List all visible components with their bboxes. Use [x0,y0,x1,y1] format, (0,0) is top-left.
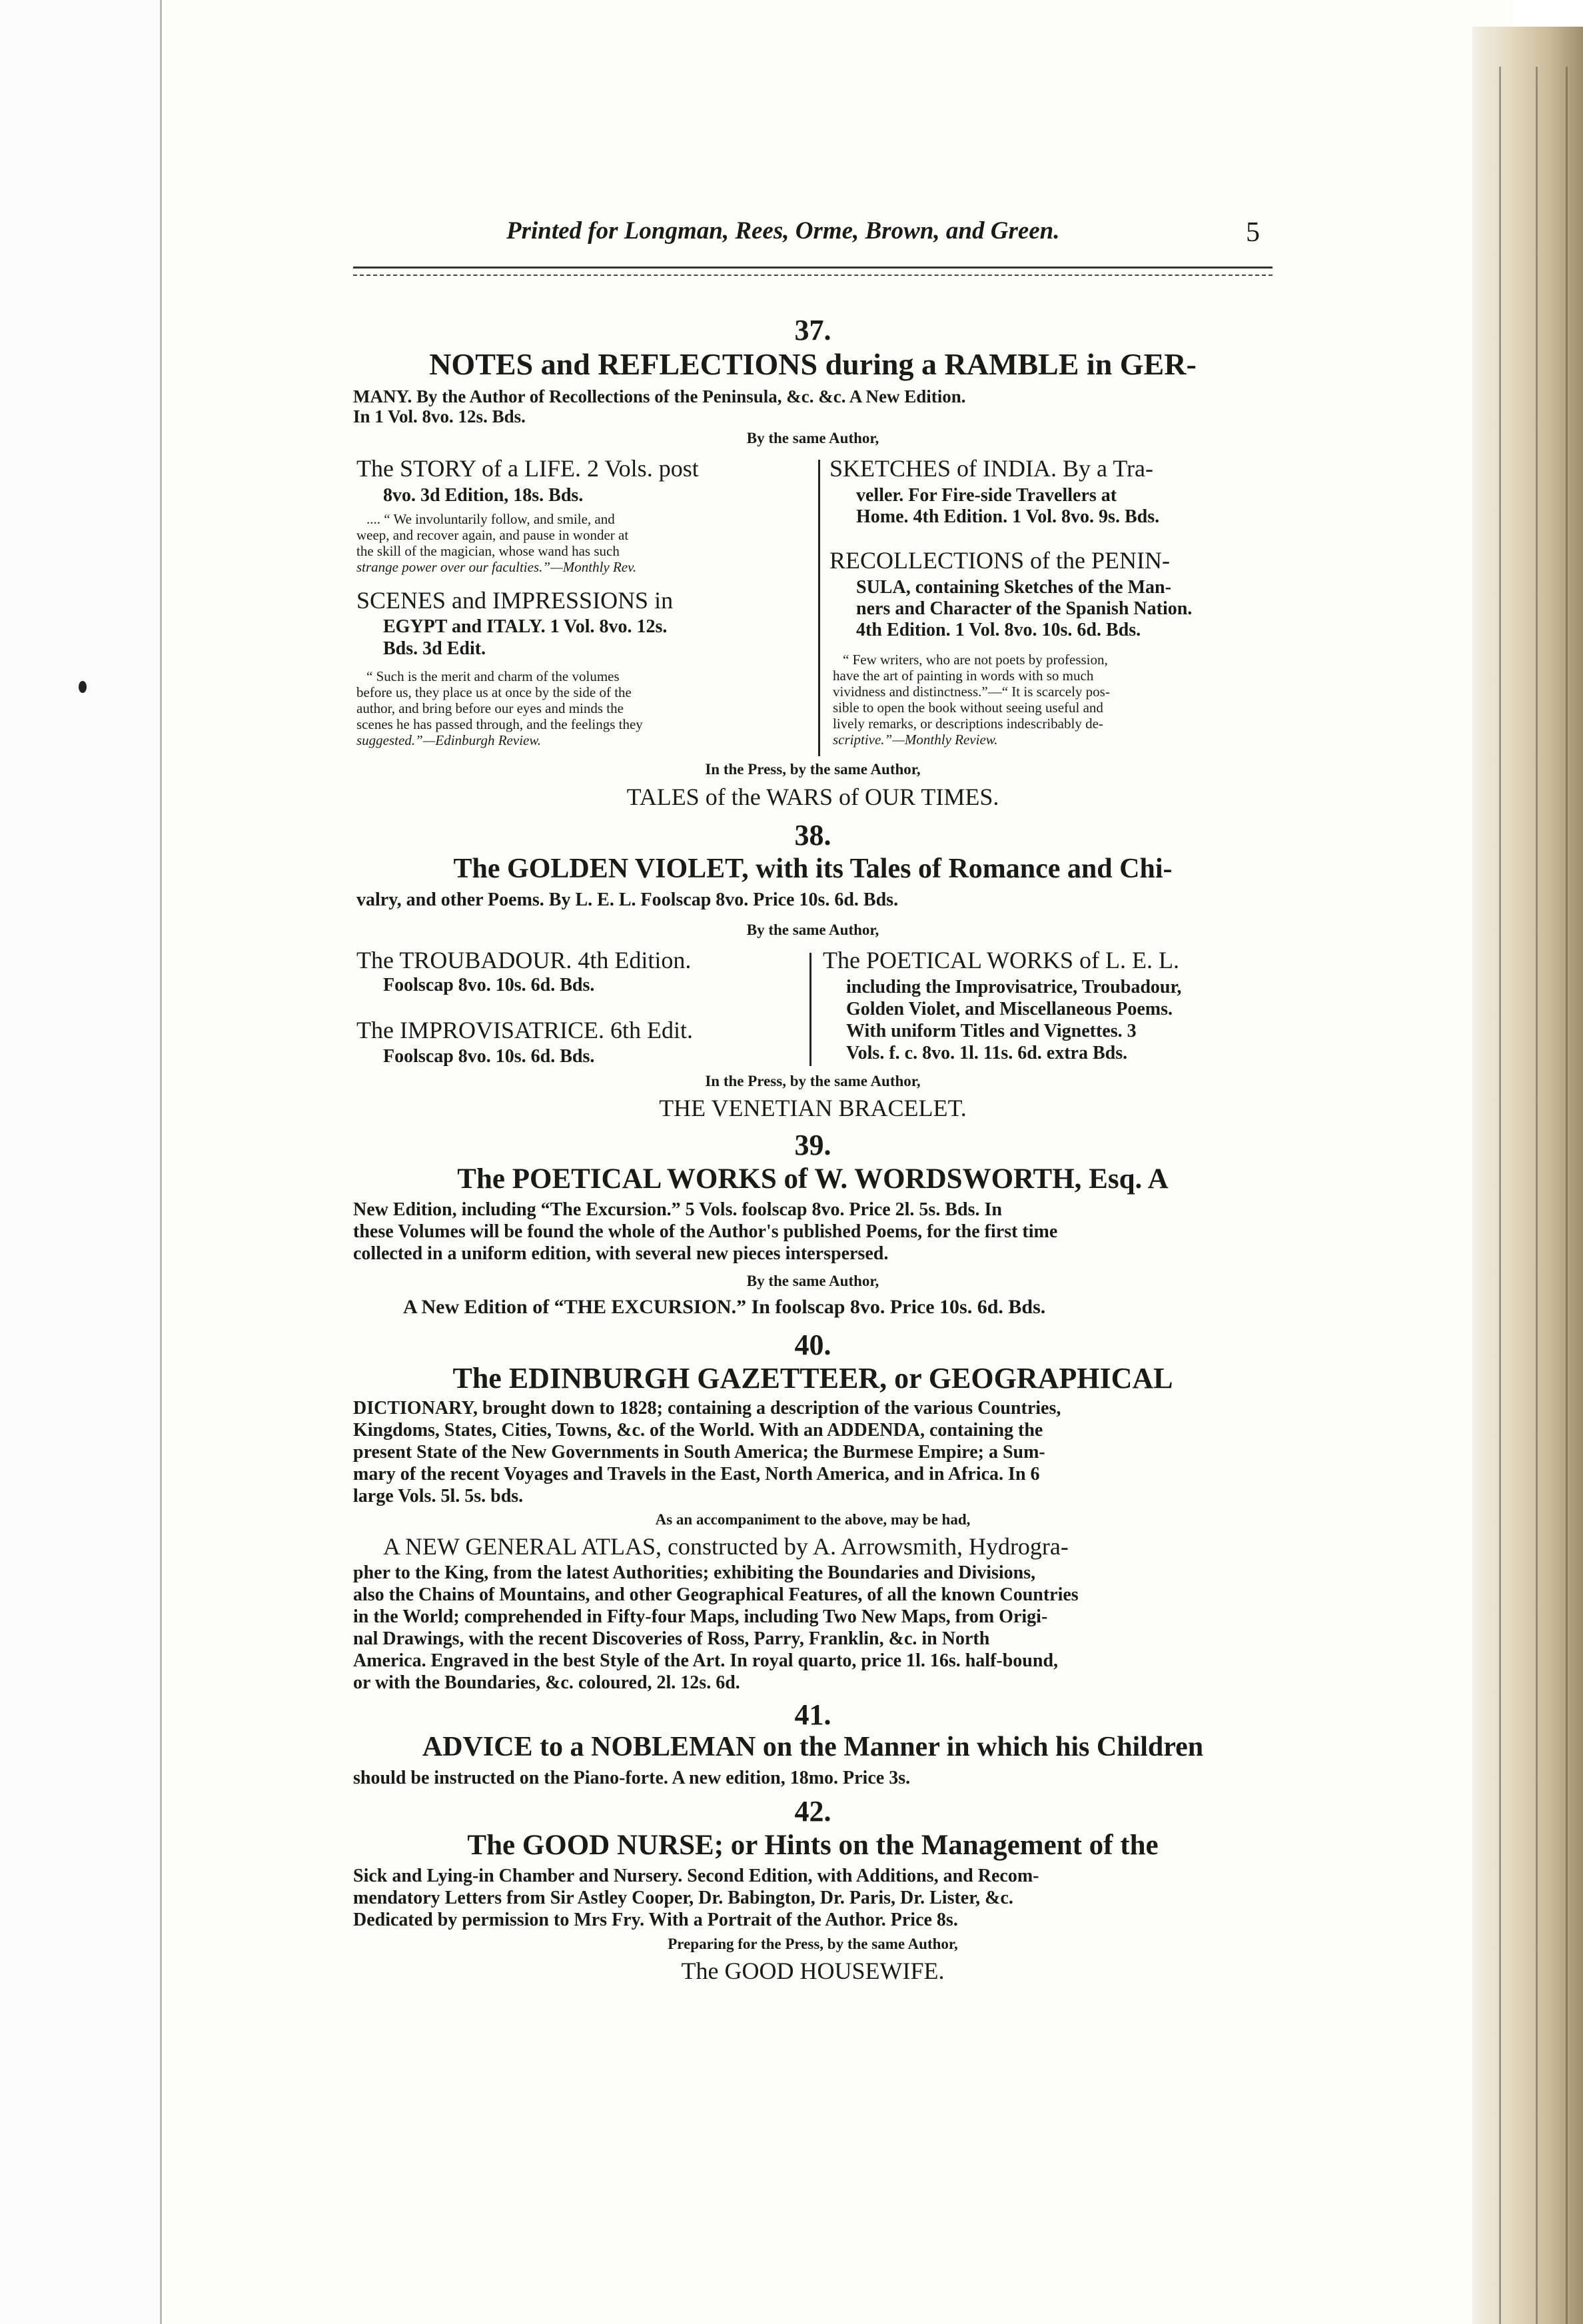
review-quote: .... “ We involuntarily follow, and smile, and [366,511,615,527]
entry-number: 41. [794,1698,831,1731]
entry-desc: pher to the King, from the latest Authorities; exhibiting the Boundaries and Divisions, [353,1562,1036,1583]
work-detail: SULA, containing Sketches of the Man- [856,577,1171,598]
same-author-note: By the same Author, [746,1273,879,1289]
work-title: SKETCHES of INDIA. By a Tra- [829,455,1153,482]
entry-desc: mary of the recent Voyages and Travels in the East, North America, and in Africa. In 6 [353,1464,1040,1484]
same-author-note: By the same Author, [746,430,879,446]
forthcoming-title: The GOOD HOUSEWIFE. [681,1958,945,1984]
entry-desc: also the Chains of Mountains, and other Geographical Features, of all the known Countries [353,1584,1079,1605]
review-quote: the skill of the magician, whose wand has such [356,543,620,559]
edge-line [1536,67,1538,2324]
work-title: The TROUBADOUR. 4th Edition. [356,947,692,973]
entry-desc: or with the Boundaries, &c. coloured, 2l. 12s. 6d. [353,1672,740,1693]
review-quote: author, and bring before our eyes and minds the [356,700,624,716]
work-title: The POETICAL WORKS of L. E. L. [823,947,1179,973]
entry-desc: in the World; comprehended in Fifty-four Maps, including Two New Maps, from Origi- [353,1606,1048,1627]
entry-desc: nal Drawings, with the recent Discoveries of Ross, Parry, Franklin, &c. in North [353,1628,990,1649]
entry-desc: DICTIONARY, brought down to 1828; containing a description of the various Countries, [353,1398,1061,1419]
entry-number: 39. [794,1129,831,1161]
forthcoming-title: TALES of the WARS of OUR TIMES. [626,784,999,810]
review-quote: suggested.”—Edinburgh Review. [356,732,542,748]
work-detail: Vols. f. c. 8vo. 1l. 11s. 6d. extra Bds. [846,1043,1128,1063]
entry-title: The POETICAL WORKS of W. WORDSWORTH, Esq. A [457,1163,1169,1195]
entry-title: The GOOD NURSE; or Hints on the Management of the [467,1830,1159,1861]
ink-mark [79,681,87,693]
review-quote: “ Such is the merit and charm of the volumes [366,668,620,684]
work-detail: ners and Character of the Spanish Nation. [856,598,1193,619]
review-quote: have the art of painting in words with so much [833,668,1094,684]
entry-desc: large Vols. 5l. 5s. bds. [353,1486,524,1506]
entry-title: NOTES and REFLECTIONS during a RAMBLE in GER- [429,347,1197,381]
review-quote: scriptive.”—Monthly Review. [833,732,998,748]
entry-desc: In 1 Vol. 8vo. 12s. Bds. [353,406,526,426]
entry-number: 37. [794,314,831,346]
page-edge [1472,27,1583,2324]
work-detail: Bds. 3d Edit. [383,638,486,659]
header-rule-dashed [353,275,1273,276]
entry-desc: MANY. By the Author of Recollections of the Peninsula, &c. &c. A New Edition. [353,386,966,406]
edge-line [1499,67,1501,2324]
entry-desc: Sick and Lying-in Chamber and Nursery. Second Edition, with Additions, and Recom- [353,1866,1039,1886]
edge-line [1566,67,1568,2324]
work-detail: including the Improvisatrice, Troubadour, [846,977,1182,997]
entry-number: 40. [794,1329,831,1361]
work-title: The STORY of a LIFE. 2 Vols. post [356,455,699,482]
work-detail: veller. For Fire-side Travellers at [856,485,1117,506]
work-title: RECOLLECTIONS of the PENIN- [829,547,1170,574]
accompaniment-note: As an accompaniment to the above, may be had, [655,1511,971,1528]
page-number: 5 [1246,217,1260,248]
same-author-note: By the same Author, [746,921,879,938]
work-detail: Foolscap 8vo. 10s. 6d. Bds. [383,975,595,995]
entry-desc: should be instructed on the Piano-forte. A new edition, 18mo. Price 3s. [353,1768,911,1788]
in-press-note: In the Press, by the same Author, [705,1073,921,1089]
facing-page [0,0,162,2324]
entry-number: 38. [794,819,831,852]
column-divider [809,953,811,1066]
review-quote: strange power over our faculties.”—Monthly Rev. [356,559,637,575]
entry-desc: A New Edition of “THE EXCURSION.” In foolscap 8vo. Price 10s. 6d. Bds. [403,1296,1046,1318]
forthcoming-title: THE VENETIAN BRACELET. [659,1095,967,1121]
work-title: The IMPROVISATRICE. 6th Edit. [356,1017,694,1043]
running-head: Printed for Longman, Rees, Orme, Brown, and Green. [506,217,1060,245]
work-detail: Home. 4th Edition. 1 Vol. 8vo. 9s. Bds. [856,506,1160,527]
entry-desc: mendatory Letters from Sir Astley Cooper, Dr. Babington, Dr. Paris, Dr. Lister, &c. [353,1888,1013,1908]
entry-desc: Kingdoms, States, Cities, Towns, &c. of the World. With an ADDENDA, containing the [353,1420,1043,1441]
review-quote: scenes he has passed through, and the feelings they [356,716,643,732]
work-detail: Golden Violet, and Miscellaneous Poems. [846,999,1173,1019]
entry-title: The EDINBURGH GAZETTEER, or GEOGRAPHICAL [452,1362,1173,1395]
work-detail: 8vo. 3d Edition, 18s. Bds. [383,485,584,506]
preparing-note: Preparing for the Press, by the same Author, [668,1936,958,1952]
entry-title: The GOLDEN VIOLET, with its Tales of Romance and Chi- [453,854,1173,884]
entry-title: ADVICE to a NOBLEMAN on the Manner in which his Children [422,1732,1204,1762]
entry-desc: these Volumes will be found the whole of the Author's published Poems, for the first time [353,1221,1058,1242]
review-quote: lively remarks, or descriptions indescribably de- [833,716,1103,732]
work-detail: With uniform Titles and Vignettes. 3 [846,1021,1137,1041]
entry-desc: America. Engraved in the best Style of the Art. In royal quarto, price 1l. 16s. half-bound, [353,1650,1059,1671]
atlas-title: A NEW GENERAL ATLAS, constructed by A. Arrowsmith, Hydrogra- [383,1533,1069,1560]
in-press-note: In the Press, by the same Author, [705,761,921,778]
review-quote: sible to open the book without seeing useful and [833,700,1103,716]
entry-desc: collected in a uniform edition, with several new pieces interspersed. [353,1243,889,1264]
review-quote: vividness and distinctness.”—“ It is scarcely pos- [833,684,1110,700]
work-title: SCENES and IMPRESSIONS in [356,587,674,614]
work-detail: Foolscap 8vo. 10s. 6d. Bds. [383,1046,595,1067]
work-detail: EGYPT and ITALY. 1 Vol. 8vo. 12s. [383,616,668,637]
entry-number: 42. [794,1795,831,1828]
header-rule [353,267,1273,269]
review-quote: weep, and recover again, and pause in wonder at [356,527,629,543]
entry-desc: valry, and other Poems. By L. E. L. Foolscap 8vo. Price 10s. 6d. Bds. [356,889,899,910]
review-quote: before us, they place us at once by the side of the [356,684,632,700]
review-quote: “ Few writers, who are not poets by profession, [843,652,1108,668]
entry-desc: Dedicated by permission to Mrs Fry. With a Portrait of the Author. Price 8s. [353,1910,958,1930]
entry-desc: New Edition, including “The Excursion.” 5 Vols. foolscap 8vo. Price 2l. 5s. Bds. In [353,1199,1002,1220]
column-divider [818,460,820,756]
entry-desc: present State of the New Governments in South America; the Burmese Empire; a Sum- [353,1442,1045,1462]
work-detail: 4th Edition. 1 Vol. 8vo. 10s. 6d. Bds. [856,620,1141,640]
